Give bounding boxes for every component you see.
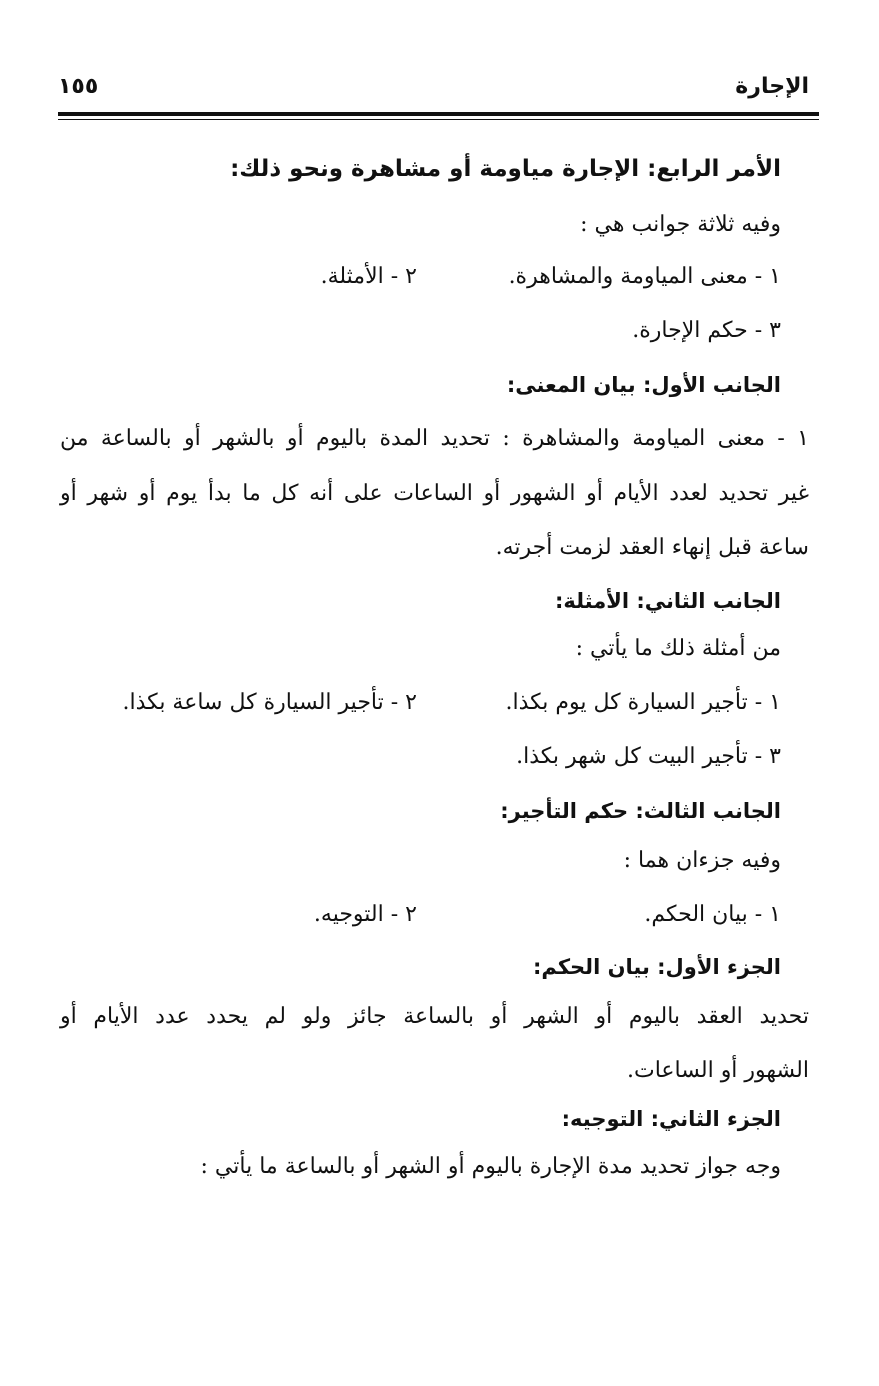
aspect2-heading: الجانب الثاني: الأمثلة: xyxy=(554,589,781,613)
aspect2-intro: من أمثلة ذلك ما يأتي : xyxy=(575,636,781,661)
paragraph-line: غير تحديد لعدد الأيام أو الشهور أو الساعات على أنه كل ما بدأ يوم أو شهر أو xyxy=(60,481,809,506)
aspect3-heading: الجانب الثالث: حكم التأجير: xyxy=(500,799,781,823)
aspect-list-item: ٣ - حكم الإجارة. xyxy=(632,318,781,343)
section-title: الأمر الرابع: الإجارة مياومة أو مشاهرة ونحو ذلك: xyxy=(230,156,781,182)
aspect-list-item: ٢ - الأمثلة. xyxy=(320,264,417,289)
example-item: ٣ - تأجير البيت كل شهر بكذا. xyxy=(516,744,781,769)
paragraph-line: الشهور أو الساعات. xyxy=(627,1058,809,1083)
paragraph-line: وجه جواز تحديد مدة الإجارة باليوم أو الشهر أو بالساعة ما يأتي : xyxy=(200,1154,781,1179)
part-list-item: ١ - بيان الحكم. xyxy=(644,902,781,927)
page-number: ١٥٥ xyxy=(58,74,99,99)
aspect1-heading: الجانب الأول: بيان المعنى: xyxy=(506,373,781,397)
part-list-item: ٢ - التوجيه. xyxy=(313,902,417,927)
aspect3-intro: وفيه جزءان هما : xyxy=(623,848,781,873)
example-item: ١ - تأجير السيارة كل يوم بكذا. xyxy=(505,690,781,715)
aspect-list-item: ١ - معنى المياومة والمشاهرة. xyxy=(508,264,781,289)
running-title: الإجارة xyxy=(735,74,809,99)
header-rule-thin xyxy=(58,119,819,120)
page-header xyxy=(58,72,809,108)
part1-heading: الجزء الأول: بيان الحكم: xyxy=(532,955,781,979)
section-intro: وفيه ثلاثة جوانب هي : xyxy=(580,212,781,237)
header-rule-thick xyxy=(58,112,819,116)
paragraph-line: ساعة قبل إنهاء العقد لزمت أجرته. xyxy=(495,535,809,560)
paragraph-line: ١ - معنى المياومة والمشاهرة : تحديد المدة باليوم أو بالشهر أو بالساعة من xyxy=(60,426,809,451)
example-item: ٢ - تأجير السيارة كل ساعة بكذا. xyxy=(122,690,417,715)
paragraph-line: تحديد العقد باليوم أو الشهر أو بالساعة جائز ولو لم يحدد عدد الأيام أو xyxy=(60,1004,809,1029)
part2-heading: الجزء الثاني: التوجيه: xyxy=(561,1107,781,1131)
